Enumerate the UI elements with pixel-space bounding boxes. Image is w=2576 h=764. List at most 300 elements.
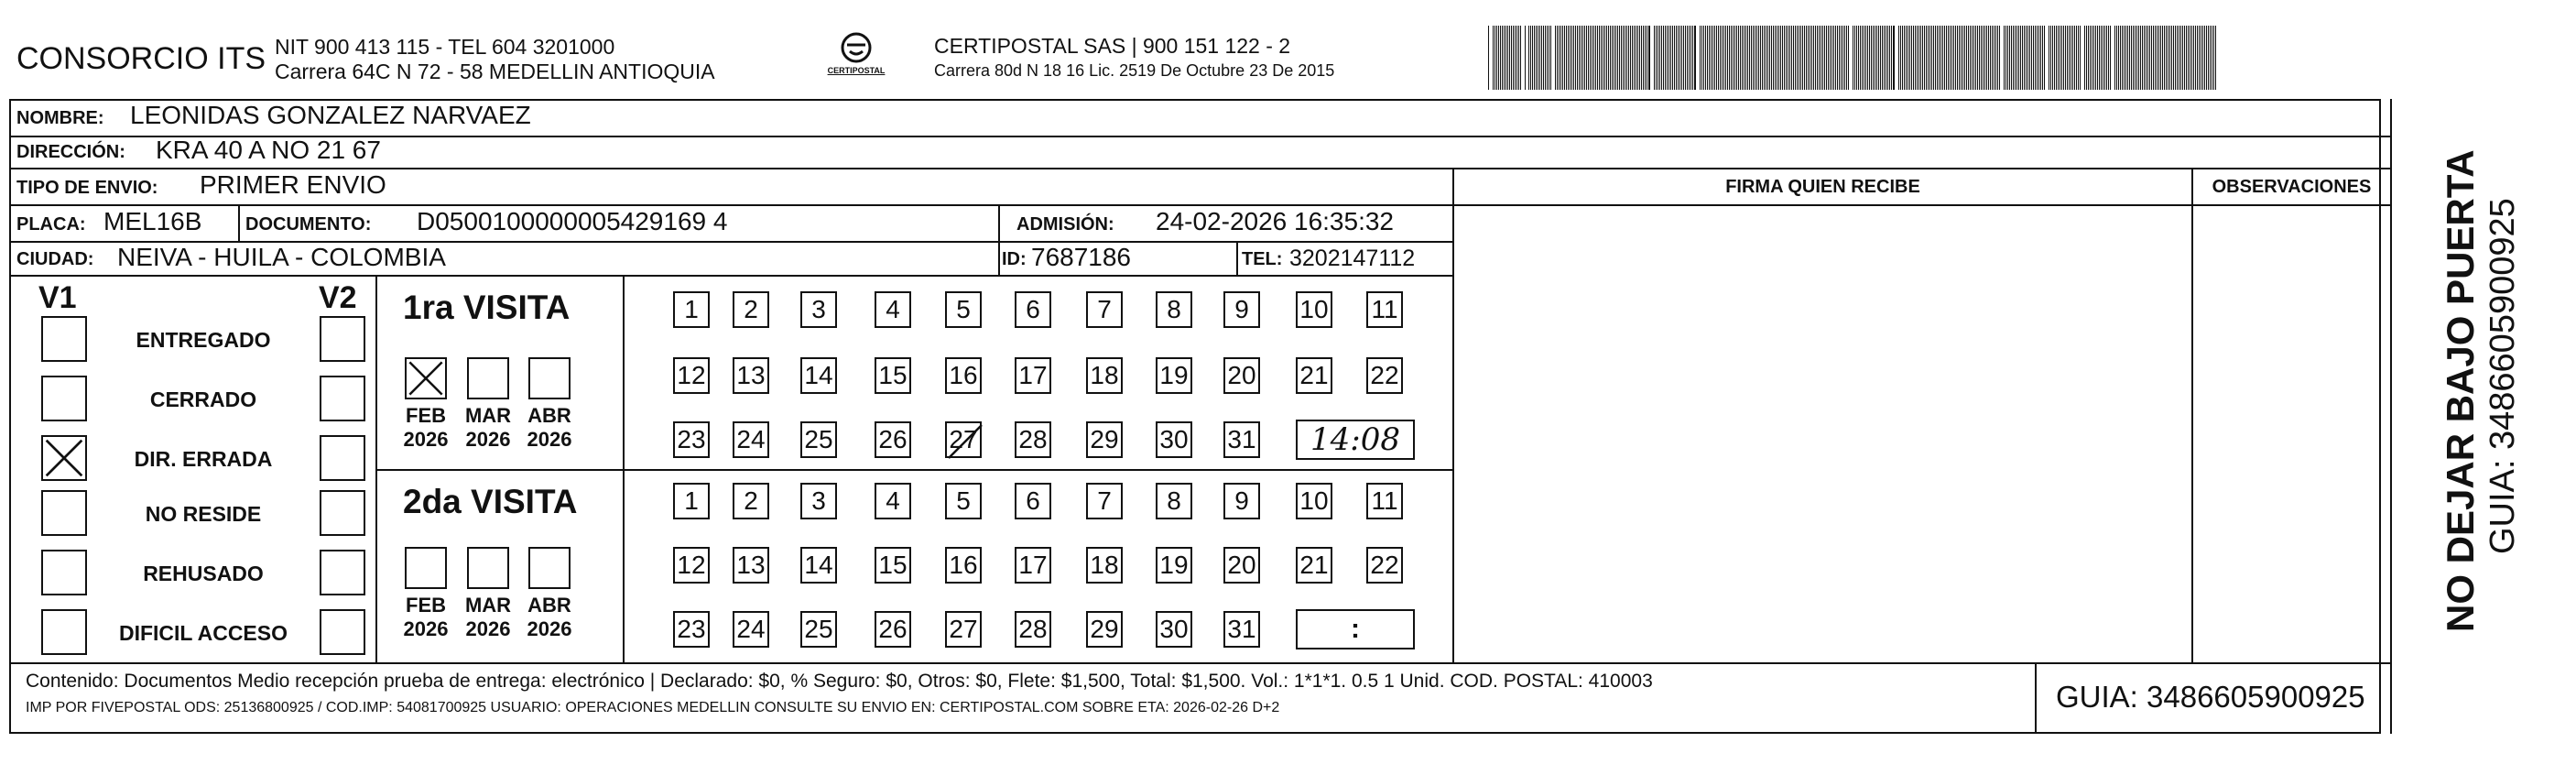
barcode-bar <box>1917 26 1918 90</box>
barcode-bar <box>1970 26 1971 90</box>
barcode-bar <box>1813 26 1814 90</box>
visit2-day-box[interactable] <box>1296 547 1332 584</box>
barcode-bar <box>2158 26 2159 90</box>
barcode-bar <box>1626 26 1627 90</box>
visit2-month-label: ABR <box>527 594 571 617</box>
tel-value: 3202147112 <box>1289 246 1416 271</box>
barcode-bar <box>1778 26 1779 90</box>
barcode-bar <box>2138 26 2139 90</box>
barcode-bar <box>1745 26 1746 90</box>
day-number: 12 <box>677 361 706 389</box>
visit1-day-box[interactable] <box>1156 291 1192 328</box>
visit2-day-box[interactable] <box>733 483 769 519</box>
barcode-bar <box>1940 26 1941 90</box>
visit2-day-box[interactable] <box>673 483 710 519</box>
day-number: 5 <box>956 295 971 323</box>
barcode-bar <box>1977 26 1978 90</box>
barcode-bar <box>1562 26 1563 90</box>
visit1-day-box[interactable] <box>1015 291 1051 328</box>
barcode-bar <box>2116 26 2117 90</box>
visit2-day-box[interactable] <box>1366 483 1403 519</box>
barcode-bar <box>1988 26 1989 90</box>
barcode-bar <box>1516 26 1517 90</box>
documento-label: DOCUMENTO: <box>245 214 372 235</box>
v2-checkbox[interactable] <box>320 490 365 536</box>
barcode-bar <box>1876 26 1877 90</box>
barcode-bar <box>1733 26 1734 90</box>
barcode-bar <box>2149 26 2150 90</box>
barcode-bar <box>1789 26 1790 90</box>
barcode-bar <box>2063 26 2064 90</box>
barcode-bar <box>2195 26 2196 90</box>
v1-checkbox[interactable] <box>41 490 87 536</box>
barcode-bar <box>1842 26 1843 90</box>
barcode-bar <box>1727 26 1728 90</box>
visit1-day-box[interactable] <box>673 357 710 394</box>
visit1-day-box[interactable] <box>1366 291 1403 328</box>
visit2-day-box[interactable] <box>1086 547 1123 584</box>
barcode-bar <box>1557 26 1558 90</box>
visit1-day-box[interactable] <box>1015 357 1051 394</box>
barcode-bar <box>1984 26 1985 90</box>
barcode-bar <box>1734 26 1735 90</box>
day-number: 30 <box>1159 615 1189 643</box>
barcode-bar <box>1918 26 1919 90</box>
day-number: 19 <box>1159 361 1189 389</box>
visit1-day-box[interactable] <box>1086 357 1123 394</box>
barcode-bar <box>2035 26 2036 90</box>
day-number: 7 <box>1097 295 1112 323</box>
visit1-time-box[interactable] <box>1296 420 1415 460</box>
visit2-day-box[interactable] <box>673 547 710 584</box>
v1-checkbox[interactable] <box>41 376 87 421</box>
v2-checkbox[interactable] <box>320 609 365 655</box>
barcode-bar <box>2186 26 2187 90</box>
barcode-bar <box>2015 26 2016 90</box>
visit1-day-box[interactable] <box>800 291 837 328</box>
day-number: 27 <box>949 615 978 643</box>
barcode-bar <box>1528 26 1529 90</box>
barcode-bar <box>1760 26 1761 90</box>
barcode-bar <box>1854 26 1855 90</box>
barcode-bar <box>2142 26 2143 90</box>
visit1-day-box[interactable] <box>1223 291 1260 328</box>
barcode-bar <box>2133 26 2134 90</box>
barcode-bar <box>1871 26 1872 90</box>
company-name: CONSORCIO ITS <box>16 41 266 76</box>
visit2-day-box[interactable] <box>945 483 982 519</box>
barcode-bar <box>2026 26 2027 90</box>
barcode-bar <box>2114 26 2115 90</box>
visit1-day-box[interactable] <box>1086 421 1123 458</box>
day-number: 10 <box>1299 486 1329 515</box>
visit1-day-box[interactable] <box>1156 357 1192 394</box>
visit2-day-box[interactable] <box>800 547 837 584</box>
barcode-bar <box>1582 26 1583 90</box>
barcode-bar <box>1539 26 1540 90</box>
barcode-bar <box>1729 26 1730 90</box>
no-dejar-bajo-puerta: NO DEJAR BAJO PUERTA <box>2439 149 2482 632</box>
visit2-day-box[interactable] <box>1015 611 1051 648</box>
visit2-day-box[interactable] <box>1223 483 1260 519</box>
barcode-bar <box>1689 26 1690 90</box>
barcode-bar <box>1882 26 1883 90</box>
barcode-bar <box>1771 26 1772 90</box>
barcode-bar <box>2069 26 2070 90</box>
barcode-bar <box>1676 26 1677 90</box>
barcode-bar <box>1913 26 1914 90</box>
barcode-bar <box>1900 26 1901 90</box>
v2-checkbox[interactable] <box>320 376 365 421</box>
status-label: NO RESIDE <box>145 502 262 526</box>
barcode-bar <box>1736 26 1737 90</box>
barcode-bar <box>2206 26 2207 90</box>
barcode-bar <box>1751 26 1752 90</box>
barcode-bar <box>1769 26 1770 90</box>
day-number: 6 <box>1026 295 1040 323</box>
barcode-bar <box>1573 26 1574 90</box>
day-number: 20 <box>1227 551 1256 579</box>
visit1-month-year: 2026 <box>403 428 449 451</box>
barcode-bar <box>2191 26 2192 90</box>
barcode-bar <box>1505 26 1506 90</box>
barcode-bar <box>1924 26 1925 90</box>
barcode-bar <box>1928 26 1929 90</box>
barcode-bar <box>1709 26 1710 90</box>
barcode-bar <box>1830 26 1831 90</box>
barcode-bar <box>2004 26 2005 90</box>
company-nit-tel: NIT 900 413 115 - TEL 604 3201000 <box>275 35 615 59</box>
barcode-bar <box>2135 26 2136 90</box>
barcode-bar <box>1667 26 1668 90</box>
visit2-month-checkbox[interactable] <box>467 547 509 589</box>
barcode-bar <box>1848 26 1849 90</box>
barcode-bar <box>2090 26 2091 90</box>
visit2-day-box[interactable] <box>1223 547 1260 584</box>
visit2-day-box[interactable] <box>1296 483 1332 519</box>
visit1-day-box[interactable] <box>733 357 769 394</box>
day-number: 2 <box>744 295 758 323</box>
footer-line2: IMP POR FIVEPOSTAL ODS: 25136800925 / COD.IMP: 54081700925 USUARIO: OPERACIONES MEDELLIN CONSULTE SU ENVIO EN: CERTIPOSTAL.COM SOBRE ETA: 2026-02-26 D+2 <box>26 700 1280 715</box>
visit2-day-box[interactable] <box>1015 483 1051 519</box>
visit2-day-box[interactable] <box>1156 611 1192 648</box>
barcode-bar <box>1665 26 1666 90</box>
barcode-bar <box>2131 26 2132 90</box>
barcode-bar <box>1604 26 1605 90</box>
barcode-bar <box>2182 26 2183 90</box>
day-number: 13 <box>736 551 766 579</box>
visit1-month-checkbox[interactable] <box>405 357 447 399</box>
visit2-time-box[interactable] <box>1296 609 1415 649</box>
v1-checkbox[interactable] <box>41 435 87 481</box>
barcode-bar <box>1931 26 1932 90</box>
visit2-day-box[interactable] <box>1015 547 1051 584</box>
barcode-bar <box>1738 26 1739 90</box>
barcode-bar <box>1878 26 1879 90</box>
visit1-day-box[interactable] <box>945 357 982 394</box>
strike-mark-icon <box>947 423 984 460</box>
side-guia: GUIA: 3486605900925 <box>2484 198 2522 554</box>
visit2-day-box[interactable] <box>1366 547 1403 584</box>
barcode-bar <box>1915 26 1916 90</box>
v1-checkbox[interactable] <box>41 609 87 655</box>
barcode-bar <box>2157 26 2158 90</box>
barcode-bar <box>1723 26 1724 90</box>
visit2-day-box[interactable] <box>673 611 710 648</box>
barcode-bar <box>1595 26 1596 90</box>
barcode-bar <box>2052 26 2053 90</box>
barcode-bar <box>1639 26 1640 90</box>
barcode-bar <box>1800 26 1801 90</box>
barcode-bar <box>1663 26 1664 90</box>
barcode-bar <box>1904 26 1905 90</box>
day-number: 9 <box>1234 295 1249 323</box>
visit2-day-box[interactable] <box>800 611 837 648</box>
footer-line1: Contenido: Documentos Medio recepción prueba de entrega: electrónico | Declarado: $0, % Seguro: $0, Otros: $0, Flete: $1,500, Total: $1,500. Vol.: 1*1*1. 0.5 1 Unid. COD. POSTAL: 410003 <box>26 671 1653 692</box>
barcode-bar <box>2169 26 2170 90</box>
barcode-bar <box>1939 26 1940 90</box>
day-number: 22 <box>1370 551 1399 579</box>
visit2-day-box[interactable] <box>1086 483 1123 519</box>
barcode-bar <box>1995 26 1996 90</box>
day-number: 15 <box>878 551 908 579</box>
day-number: 5 <box>956 486 971 515</box>
barcode-bar <box>1645 26 1646 90</box>
barcode-bar <box>1502 26 1503 90</box>
barcode-bar <box>1747 26 1748 90</box>
id-value: 7687186 <box>1031 243 1132 271</box>
visit1-day-box[interactable] <box>800 357 837 394</box>
barcode-bar <box>1683 26 1684 90</box>
visit1-day-box[interactable] <box>1296 291 1332 328</box>
barcode-bar <box>1784 26 1785 90</box>
barcode-bar <box>1944 26 1945 90</box>
day-number: 31 <box>1227 615 1256 643</box>
barcode-bar <box>1659 26 1660 90</box>
barcode-bar <box>2007 26 2008 90</box>
barcode-bar <box>2072 26 2073 90</box>
barcode-bar <box>2171 26 2172 90</box>
barcode-bar <box>1507 26 1508 90</box>
barcode-bar <box>1525 26 1526 90</box>
visit1-month-checkbox[interactable] <box>528 357 571 399</box>
visit2-day-box[interactable] <box>945 611 982 648</box>
barcode-bar <box>2084 26 2085 90</box>
day-number: 9 <box>1234 486 1249 515</box>
barcode-bar <box>1983 26 1984 90</box>
barcode-bar <box>2160 26 2161 90</box>
barcode-bar <box>2215 26 2216 90</box>
barcode-bar <box>1999 26 2000 90</box>
barcode-bar <box>1764 26 1765 90</box>
visit2-month-checkbox[interactable] <box>528 547 571 589</box>
barcode-bar <box>1545 26 1546 90</box>
visit1-month-checkbox[interactable] <box>467 357 509 399</box>
v2-header: V2 <box>319 280 357 315</box>
barcode-bar <box>2065 26 2066 90</box>
barcode-bar <box>2118 26 2119 90</box>
visit2-month-year: 2026 <box>465 617 511 640</box>
barcode-bar <box>1806 26 1807 90</box>
visit1-day-box[interactable] <box>945 291 982 328</box>
x-mark-icon <box>407 359 445 398</box>
day-number: 25 <box>804 425 833 453</box>
barcode-bar <box>1597 26 1598 90</box>
barcode-bar <box>2166 26 2167 90</box>
barcode-bar <box>2022 26 2023 90</box>
carrier-address: Carrera 80d N 18 16 Lic. 2519 De Octubre 23 De 2015 <box>934 61 1335 80</box>
v1-checkbox[interactable] <box>41 550 87 595</box>
barcode-bar <box>2108 26 2109 90</box>
barcode-bar <box>1973 26 1974 90</box>
nombre-value: LEONIDAS GONZALEZ NARVAEZ <box>130 101 531 129</box>
visit2-day-box[interactable] <box>945 547 982 584</box>
visit1-day-box[interactable] <box>1223 421 1260 458</box>
barcode-bar <box>1889 26 1890 90</box>
barcode-bar <box>1701 26 1702 90</box>
day-number: 28 <box>1018 425 1048 453</box>
barcode-bar <box>1957 26 1958 90</box>
day-number: 4 <box>886 295 900 323</box>
visit1-day-box[interactable] <box>1366 357 1403 394</box>
barcode-bar <box>1656 26 1657 90</box>
visit1-day-box[interactable] <box>1086 291 1123 328</box>
day-number: 8 <box>1167 295 1181 323</box>
day-number: 3 <box>811 486 826 515</box>
v2-checkbox[interactable] <box>320 550 365 595</box>
barcode-bar <box>2029 26 2030 90</box>
visit1-day-box[interactable] <box>800 421 837 458</box>
visit1-day-box[interactable] <box>1015 421 1051 458</box>
visit1-day-box[interactable] <box>733 421 769 458</box>
visit2-day-box[interactable] <box>1156 547 1192 584</box>
barcode-bar <box>1833 26 1834 90</box>
barcode-bar <box>2213 26 2214 90</box>
barcode-bar <box>1637 26 1638 90</box>
barcode-bar <box>1612 26 1613 90</box>
visit1-title: 1ra VISITA <box>403 289 571 326</box>
barcode-bar <box>1509 26 1510 90</box>
certipostal-logo <box>806 29 907 84</box>
day-number: 25 <box>804 615 833 643</box>
barcode-bar <box>1793 26 1794 90</box>
barcode-bar <box>2080 26 2081 90</box>
barcode-bar <box>2050 26 2051 90</box>
barcode-bar <box>1610 26 1611 90</box>
barcode-bar <box>1703 26 1704 90</box>
visit2-day-box[interactable] <box>1223 611 1260 648</box>
barcode-bar <box>1997 26 1998 90</box>
v2-checkbox[interactable] <box>320 435 365 481</box>
day-number: 31 <box>1227 425 1256 453</box>
day-number: 12 <box>677 551 706 579</box>
barcode-bar <box>1543 26 1544 90</box>
visit2-day-box[interactable] <box>733 611 769 648</box>
visit2-time-value: : <box>1351 614 1360 644</box>
day-number: 19 <box>1159 551 1189 579</box>
barcode-bar <box>2184 26 2185 90</box>
barcode-bar <box>1786 26 1787 90</box>
status-label: DIR. ERRADA <box>134 447 273 471</box>
barcode-bar <box>1937 26 1938 90</box>
barcode-bar <box>1590 26 1591 90</box>
visit1-day-box[interactable] <box>875 291 911 328</box>
barcode-bar <box>1955 26 1956 90</box>
visit1-month-year: 2026 <box>465 428 511 451</box>
barcode-bar <box>2095 26 2096 90</box>
visit2-day-box[interactable] <box>1156 483 1192 519</box>
barcode-bar <box>1880 26 1881 90</box>
visit2-month-checkbox[interactable] <box>405 547 447 589</box>
barcode-bar <box>1550 26 1551 90</box>
visit1-day-box[interactable] <box>875 421 911 458</box>
visit2-day-box[interactable] <box>875 547 911 584</box>
admision-label: ADMISIÓN: <box>1016 214 1114 235</box>
barcode-bar <box>2016 26 2017 90</box>
barcode-bar <box>1891 26 1892 90</box>
day-number: 10 <box>1299 295 1329 323</box>
visit2-day-box[interactable] <box>875 483 911 519</box>
visit2-day-box[interactable] <box>733 547 769 584</box>
barcode-bar <box>1687 26 1688 90</box>
v2-checkbox[interactable] <box>320 316 365 362</box>
barcode-bar <box>2180 26 2181 90</box>
barcode-bar <box>1654 26 1655 90</box>
day-number: 8 <box>1167 486 1181 515</box>
barcode-bar <box>1679 26 1680 90</box>
visit1-day-box[interactable] <box>1156 421 1192 458</box>
barcode-bar <box>1571 26 1572 90</box>
visit1-day-box[interactable] <box>945 421 982 458</box>
barcode-bar <box>1822 26 1823 90</box>
barcode-bar <box>2129 26 2130 90</box>
barcode-bar <box>1951 26 1952 90</box>
barcode-bar <box>2147 26 2148 90</box>
barcode-bar <box>1536 26 1537 90</box>
barcode-bar <box>2193 26 2194 90</box>
visit1-time-value: 14:08 <box>1310 421 1400 458</box>
nombre-label: NOMBRE: <box>16 108 104 128</box>
visit2-day-box[interactable] <box>1086 611 1123 648</box>
barcode-bar <box>2199 26 2200 90</box>
barcode-bar <box>1831 26 1832 90</box>
barcode-bar <box>1707 26 1708 90</box>
visit2-day-box[interactable] <box>800 483 837 519</box>
visit2-day-box[interactable] <box>875 611 911 648</box>
barcode-bar <box>1802 26 1803 90</box>
barcode-bar <box>1860 26 1861 90</box>
visit1-day-box[interactable] <box>673 291 710 328</box>
barcode-bar <box>2037 26 2038 90</box>
barcode-bar <box>1513 26 1514 90</box>
visit1-day-box[interactable] <box>875 357 911 394</box>
visit1-day-box[interactable] <box>733 291 769 328</box>
visit1-day-box[interactable] <box>673 421 710 458</box>
barcode-bar <box>2058 26 2059 90</box>
placa-label: PLACA: <box>16 214 86 235</box>
day-number: 27 <box>949 425 978 453</box>
visit1-day-box[interactable] <box>1223 357 1260 394</box>
barcode-bar <box>1835 26 1836 90</box>
v1-checkbox[interactable] <box>41 316 87 362</box>
tel-label: TEL: <box>1242 249 1283 269</box>
barcode-bar <box>2120 26 2121 90</box>
direccion-value: KRA 40 A NO 21 67 <box>156 136 381 164</box>
barcode-bar <box>1498 26 1499 90</box>
barcode-bar <box>2208 26 2209 90</box>
visit1-day-box[interactable] <box>1296 357 1332 394</box>
barcode-bar <box>1575 26 1576 90</box>
